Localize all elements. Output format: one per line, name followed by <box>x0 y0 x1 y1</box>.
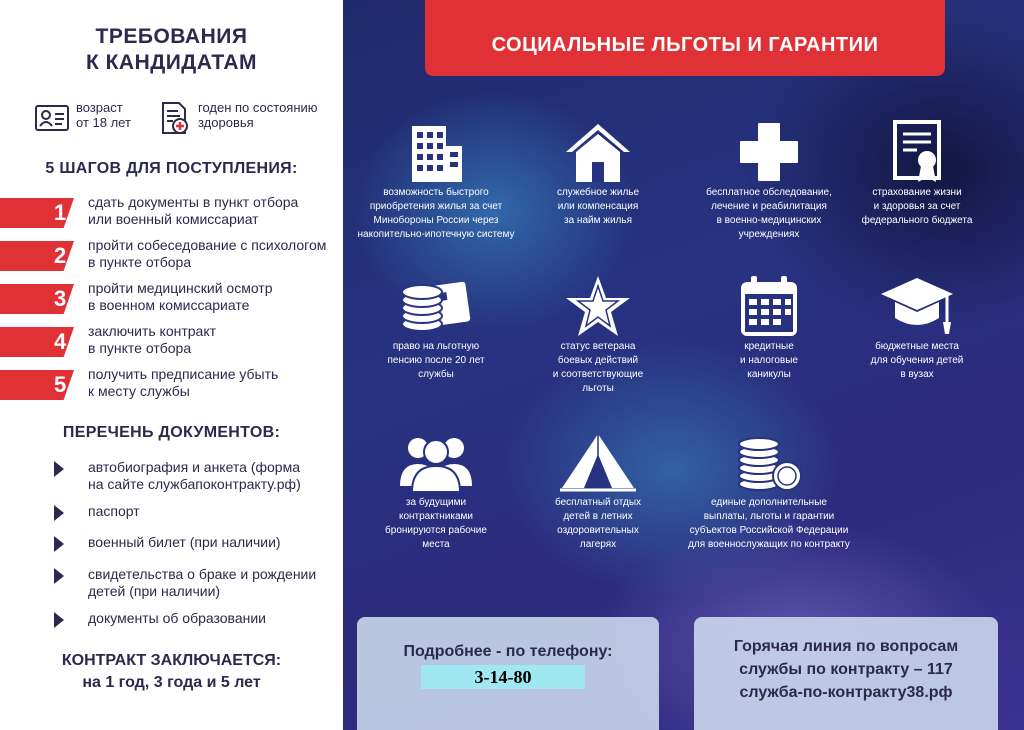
step-2 <box>0 237 343 275</box>
requirement-health <box>156 100 318 136</box>
arrow-right-icon <box>54 461 64 477</box>
hotline-box <box>694 617 998 730</box>
benefit-service-housing <box>513 120 683 228</box>
step-3 <box>0 280 343 318</box>
tent-icon <box>560 430 636 494</box>
phone-label: Подробнее - по телефону: <box>403 643 613 660</box>
benefit-text: за будущими контрактниками бронируются рабочие места <box>385 497 487 550</box>
coin-stack-icon <box>731 430 807 494</box>
document-text: военный билет (при наличии) <box>88 534 281 550</box>
hotline-text: Горячая линия по вопросам службы по контракту – 117 служба-по-контракту38.рф <box>733 638 959 701</box>
medical-cross-icon <box>731 120 807 184</box>
phone-number[interactable]: 3-14-80 <box>421 665 585 689</box>
people-icon <box>398 430 474 494</box>
benefit-text: бюджетные места для обучения детей в вузах <box>870 341 964 380</box>
benefit-insurance <box>832 120 1002 228</box>
id-card-icon <box>34 100 70 136</box>
house-icon <box>560 120 636 184</box>
benefit-text: бесплатное обследование, лечение и реабилитация в военно-медицинских учреждениях <box>706 187 832 240</box>
benefit-education <box>832 274 1002 382</box>
banner-title: СОЦИАЛЬНЫЕ ЛЬГОТЫ И ГАРАНТИИ <box>491 34 879 56</box>
step-number: 1 <box>54 200 67 225</box>
document-text: автобиография и анкета (форма на сайте службапоконтракту.рф) <box>88 459 301 492</box>
benefit-text: право на льготную пенсию после 20 лет службы <box>387 341 485 380</box>
arrow-right-icon <box>54 505 64 521</box>
step-text: пройти собеседование с психологом в пункте отбора <box>88 237 327 270</box>
benefit-text: кредитные и налоговые каникулы <box>739 341 798 380</box>
document-text: свидетельства о браке и рождении детей (при наличии) <box>88 566 317 599</box>
benefit-housing-mortgage <box>351 120 521 242</box>
documents-title: ПЕРЕЧЕНЬ ДОКУМЕНТОВ: <box>62 424 281 441</box>
arrow-right-icon <box>54 568 64 584</box>
step-text: получить предписание убыть к месту службы <box>88 366 279 399</box>
step-1 <box>0 194 343 232</box>
building-icon <box>398 120 474 184</box>
contract-terms: КОНТРАКТ ЗАКЛЮЧАЕТСЯ: на 1 год, 3 года и 5 лет <box>61 652 282 691</box>
benefit-text: статус ветерана боевых действий и соответствующие льготы <box>552 341 644 394</box>
step-number: 3 <box>54 286 67 311</box>
step-5 <box>0 366 343 404</box>
left-panel <box>0 0 343 730</box>
certificate-icon <box>879 120 955 184</box>
steps-title: 5 ШАГОВ ДЛЯ ПОСТУПЛЕНИЯ: <box>45 160 298 177</box>
benefit-medical <box>684 120 854 242</box>
right-panel <box>343 0 1024 730</box>
step-number: 5 <box>54 372 67 397</box>
benefit-regional-payments <box>684 430 854 552</box>
benefits-banner <box>425 0 945 76</box>
requirement-age-text: возраст от 18 лет <box>76 100 131 130</box>
step-number: 2 <box>54 243 67 268</box>
requirement-age <box>34 100 131 136</box>
star-icon <box>560 274 636 338</box>
graduation-cap-icon <box>879 274 955 338</box>
phone-info-box <box>357 617 659 730</box>
document-text: документы об образовании <box>88 610 266 626</box>
step-text: пройти медицинский осмотр в военном комиссариате <box>88 280 273 313</box>
benefit-veteran-status <box>513 274 683 396</box>
benefit-text: возможность быстрого приобретения жилья за счет Минобороны России через накопительно-ипотечную систему <box>357 187 515 240</box>
calendar-icon <box>731 274 807 338</box>
benefit-text: служебное жилье или компенсация за найм жилья <box>556 187 640 226</box>
step-4 <box>0 323 343 361</box>
benefit-text: бесплатный отдых детей в летних оздоровительных лагерях <box>554 497 642 550</box>
arrow-right-icon <box>54 612 64 628</box>
benefit-job-reservation <box>351 430 521 552</box>
step-text: сдать документы в пункт отбора или военный комиссариат <box>88 194 299 227</box>
benefit-pension <box>351 274 521 382</box>
document-text: паспорт <box>88 503 140 519</box>
step-text: заключить контракт в пункте отбора <box>88 323 217 356</box>
medical-document-icon <box>156 100 192 136</box>
benefit-text: страхование жизни и здоровья за счет федерального бюджета <box>861 187 973 226</box>
coins-card-icon <box>398 274 474 338</box>
arrow-right-icon <box>54 536 64 552</box>
requirements-title: ТРЕБОВАНИЯ К КАНДИДАТАМ <box>85 25 258 74</box>
requirements-row <box>34 100 334 140</box>
benefit-summer-camps <box>513 430 683 552</box>
step-number: 4 <box>54 329 67 354</box>
requirement-health-text: годен по состоянию здоровья <box>198 100 318 130</box>
benefit-credit-holidays <box>684 274 854 382</box>
benefit-text: единые дополнительные выплаты, льготы и гарантии субъектов Российской Федерации для военнослужащих по контракту <box>688 497 850 550</box>
